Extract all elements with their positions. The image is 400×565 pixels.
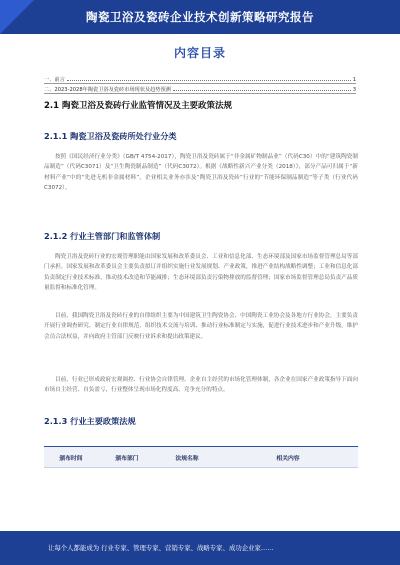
toc-heading: 内容目录 — [173, 46, 226, 60]
toc-leader-dots — [67, 80, 351, 81]
table-header-date: 颁布时间 — [59, 455, 83, 462]
report-header-bar — [0, 0, 400, 34]
footer-slogan: 让每个人都能成为 行业专家、管理专家、营销专家、战略专家、成功企业家…… — [48, 544, 274, 552]
table-header-regulation-name: 法规名称 — [175, 455, 199, 462]
toc-leader-dots — [173, 90, 351, 91]
paragraph-industry-classification: 按照《国民经济行业分类》（GB/T 4754-2017），陶瓷卫浴及瓷砖属于“非金属矿物制品业”（代码C30）中的“建筑陶瓷制品制造”（代码C3071）及“卫生陶瓷制品制造”（代码C3072）。根据《战略性新兴产业分类（2018）》，部分产品可归属于“新材料产业”中的“先进无机非金属材料”，企业相关业务亦涉及“陶瓷卫浴及瓷砖”行业的“节能环保制品制造”等子类（行业代码C3072）。 — [44, 154, 358, 192]
toc-entry[interactable] — [44, 84, 356, 94]
paragraph-management-system: 目前，行业已形成政府宏观调控、行业协会自律管理、企业自主经营的市场化管理体制，各企业在国家产业政策指导下面向市场自主经营、自负盈亏，行业整体呈现市场化程度高、竞争充分的特点。 — [44, 377, 358, 394]
policy-table-header — [44, 446, 358, 468]
report-footer-bar — [0, 531, 400, 565]
section-heading-2-1-1: 2.1.1 陶瓷卫浴及瓷砖所处行业分类 — [44, 131, 177, 141]
toc-entry[interactable] — [44, 74, 356, 84]
paragraph-industry-associations: 目前，我国陶瓷卫浴及瓷砖行业的自律组织主要为中国建筑卫生陶瓷协会、中国陶瓷工业协会及各地方行业协会，主要负责开展行业调查研究、制定行业自律规范、组织技术交流与培训、推动行业标准制定与实施，促进行业技术进步和产业升级，维护会员合法权益，并向政府主管部门反映行业诉求和提出政策建议。 — [44, 313, 358, 340]
table-header-content: 相关内容 — [276, 455, 300, 462]
report-title: 陶瓷卫浴及瓷砖企业技术创新策略研究报告 — [86, 10, 314, 24]
toc-entry-text: 一、前言 — [44, 77, 65, 83]
section-heading-2-1: 2.1 陶瓷卫浴及瓷砖行业监管情况及主要政策法规 — [44, 101, 233, 111]
toc-entry-text: 二、2023-2028年陶瓷卫浴及瓷砖市场现状及趋势预测 — [44, 87, 171, 93]
paragraph-regulators: 陶瓷卫浴及瓷砖行业的宏观管理职能由国家发展和改革委员会、工业和信息化部、生态环境部及国家市场监督管理总局等部门承担。国家发展和改革委员会主要负责拟订并组织实施行业发展规划、产业政策，推进产业结构战略性调整；工业和信息化部负责制定行业技术标准、推动技术改造和节能减排；生态环境部负责污染物排放的监督管理；国家市场监督管理总局负责产品质量监督和标准化管理。 — [44, 254, 358, 292]
toc-entry-page: 3 — [352, 87, 356, 93]
section-heading-2-1-3: 2.1.3 行业主要政策法规 — [44, 416, 136, 426]
section-heading-2-1-2: 2.1.2 行业主管部门和监管体制 — [44, 231, 161, 241]
table-header-department: 颁布部门 — [115, 455, 139, 462]
toc-entry-page: 1 — [352, 77, 356, 83]
